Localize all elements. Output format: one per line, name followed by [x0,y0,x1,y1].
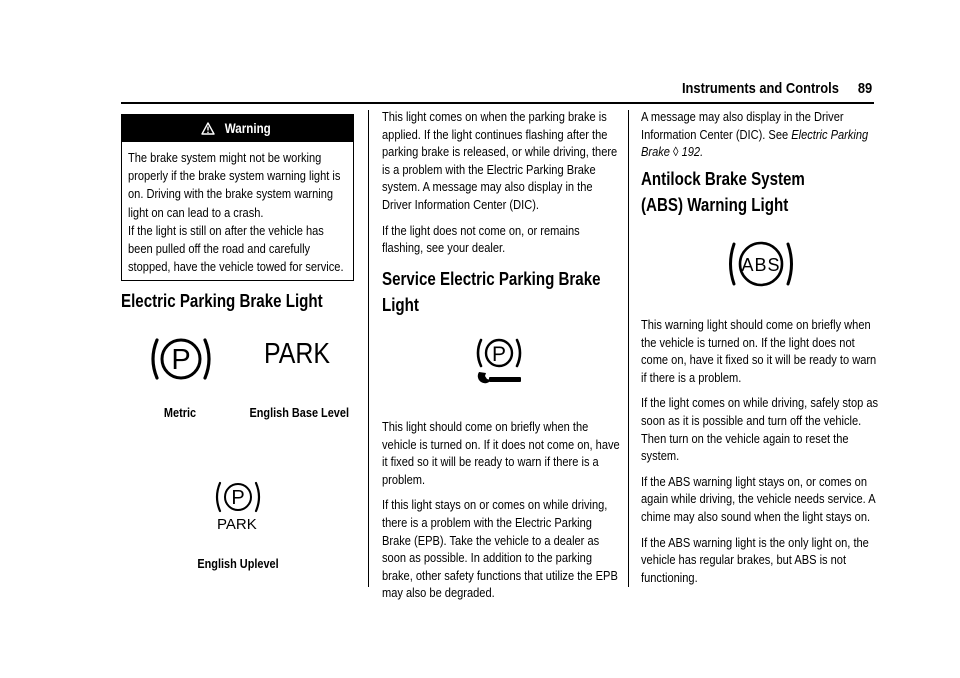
abs-warning-icon [725,240,797,288]
service-epb-heading: Service Electric Parking Brake Light [382,269,601,315]
abs-symbol-text: ABS [741,255,781,275]
service-paragraph-2: If this light stays on or comes on while driving, there is a problem with the Electric Parking Brake (EPB). Take the vehicle to a dealer as soon as possible. In addition to the parking brake, other safety functions that utilize the EPB may also be degraded. [382,497,618,601]
metric-caption: Metric [163,405,197,420]
abs-heading: Antilock Brake System (ABS) Warning Light [641,169,805,215]
running-header [682,80,872,97]
uplevel-p-symbol: P [231,487,245,509]
service-paragraph-1: This light should come on briefly when the vehicle is turned on. If it does not come on, have it fixed so it will be ready to warn if there is a problem. [382,419,620,487]
epb-paragraph-2: If the light does not come on, or remains flashing, see your dealer. [382,222,580,256]
parking-brake-uplevel-icon [213,480,263,516]
park-uplevel-text: PARK [217,516,257,533]
warning-header [122,115,353,142]
uplevel-caption: English Uplevel [197,556,279,571]
dic-message-text: A message may also display in the Driver Information Center (DIC). See [641,109,844,142]
column-divider-2 [628,110,629,587]
service-p-symbol: P [491,343,507,366]
abs-paragraph-2: If the light comes on while driving, safely stop as soon as it is possible and turn off the vehicle. Then turn on the vehicle again to reset the system. [641,395,879,464]
page-ref-icon: ◊ [673,144,679,160]
epb-paragraph-1: This light comes on when the parking brake is applied. If the light continues flashing after the parking brake is released, or while driving, there is a problem with the Electric Parking Brake system. A message may also display in the Driver Information Center (DIC). [382,109,618,212]
warning-text-2: If the light is still on after the vehicle has been pulled off the road and carefully stopped, have the vehicle towed for service. [128,222,344,275]
dic-message-paragraph: A message may also display in the Driver Information Center (DIC). See Electric Parking Brake ◊ 192. [641,109,869,160]
parking-brake-metric-icon [148,334,214,384]
warning-box [121,114,354,281]
warning-text-1: The brake system might not be working properly if the brake system warning light is on. Driving with the brake system warning light on can lead to a crash. [128,150,341,220]
abs-paragraph-3: If the ABS warning light stays on, or comes on again while driving, the vehicle needs service. A chime may also sound when the light stays on. [641,473,876,524]
section-title: Instruments and Controls [681,80,839,97]
park-base-text: PARK [264,338,331,370]
epb-light-heading: Electric Parking Brake Light [121,291,323,311]
column-divider-1 [368,110,369,587]
service-parking-brake-icon [473,336,525,388]
abs-paragraph-1: This warning light should come on briefly when the vehicle is turned on. If the light does not come on, have it fixed so it will be ready to warn if there is a problem. [641,317,877,385]
base-caption: English Base Level [249,405,349,420]
warning-triangle-icon [201,122,215,135]
wrench-icon [478,372,521,383]
electric-parking-brake-link[interactable]: Electric Parking Brake [641,126,869,160]
header-rule [121,102,874,104]
abs-paragraph-4: If the ABS warning light is the only light on, the vehicle has regular brakes, but ABS is not functioning. [641,534,869,585]
page-ref-number[interactable]: 192 [681,144,701,160]
warning-label: Warning [224,121,271,136]
metric-p-symbol: P [171,344,191,376]
page-number: 89 [857,80,872,97]
